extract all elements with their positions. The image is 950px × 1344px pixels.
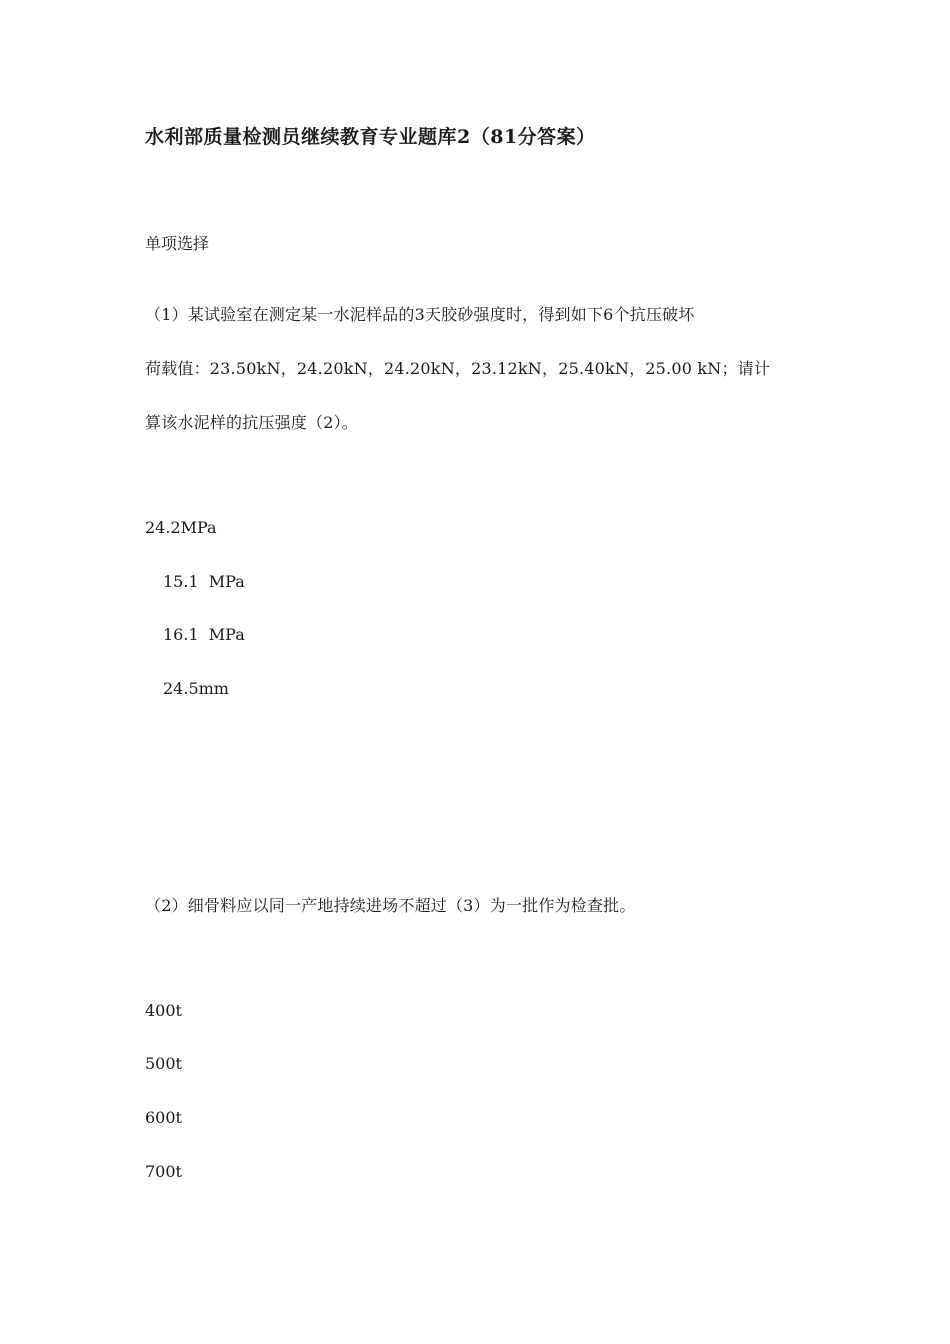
section-heading: 单项选择 — [145, 234, 210, 253]
document-title: 水利部质量检测员继续教育专业题库2（81分答案） — [145, 126, 596, 148]
question-2-option-d: 700t — [145, 1162, 182, 1181]
question-2-text-line-1: （2）细骨料应以同一产地持续进场不超过（3）为一批作为检查批。 — [145, 896, 636, 915]
question-1-text-line-1: （1）某试验室在测定某一水泥样品的3天胶砂强度时，得到如下6个抗压破坏 — [145, 305, 695, 324]
question-2-option-c: 600t — [145, 1108, 182, 1127]
question-2-option-b: 500t — [145, 1054, 182, 1073]
question-1-text-line-2: 荷载值：23.50kN，24.20kN，24.20kN，23.12kN，25.40kN，25.00 kN；请计 — [145, 359, 771, 378]
question-1-option-c: 16.1 MPa — [163, 625, 245, 644]
question-2-option-a: 400t — [145, 1001, 182, 1020]
question-1-option-a: 24.2MPa — [145, 518, 217, 537]
question-1-option-b: 15.1 MPa — [163, 572, 245, 591]
question-1-text-line-3: 算该水泥样的抗压强度（2）。 — [145, 413, 358, 432]
question-1-option-d: 24.5mm — [163, 679, 229, 698]
